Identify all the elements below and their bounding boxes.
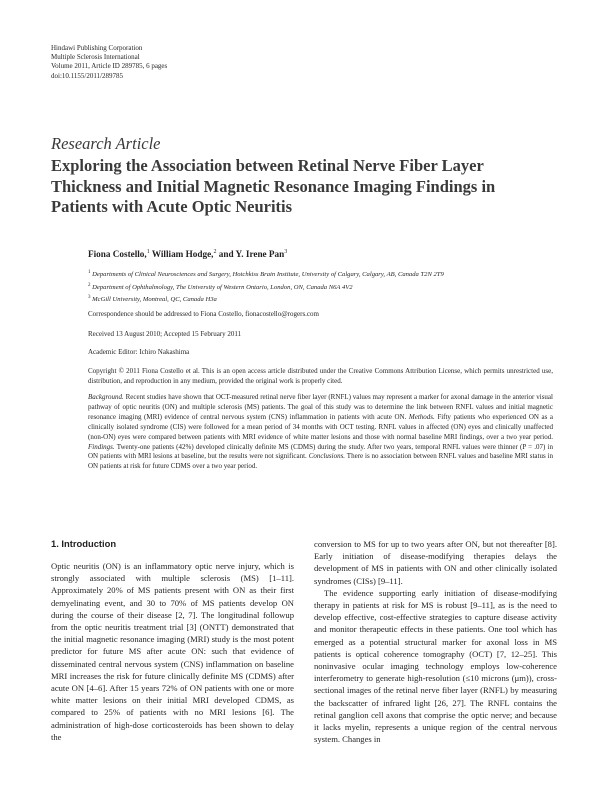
abstract-findings: Twenty-one patients (42%) developed clinically definite MS (CDMS) during the study. After two years, temporal RNFL values were thinner (P = .07) in ON patients with MRI lesions at baseline, but the results were not significant.	[88, 442, 553, 461]
author-name: William Hodge,	[151, 249, 214, 260]
author-name: and Y. Irene Pan	[218, 249, 285, 260]
body-paragraph: Optic neuritis (ON) is an inflammatory optic nerve injury, which is strongly associated with multiple sclerosis (MS) [1–11]. Approximately 20% of MS patients present with ON as their first demyelinating event, and 30 to 70% of MS patients develop ON during the course of their disease [2, 7]. The longitudinal followup from the optic neuritis treatment trial [3] (ONTT) demonstrated that the initial magnetic resonance imaging (MRI) study is the most potent predictor for future MS after acute ON: such that evidence of disseminated central nervous system (CNS) inflammation on baseline MRI increases the risk for future clinically definite MS (CDMS) after acute ON [4–6]. After 15 years 72% of ON patients with one or more white matter lesions on their initial MRI developed CDMS, as compared to 25% of patients with no MRI lesions [6]. The administration of high-dose corticosteroids has been shown to delay the	[51, 561, 294, 742]
abstract-background: Recent studies have shown that OCT-measured retinal nerve fiber layer (RNFL) values may represent a marker for axonal damage in the anterior visual pathway of optic neuritis (ON) and multiple sclerosis (MS) patients. The goal of this study was to determine the link between RNFL values and initial magnetic resonance imaging (MRI) evidence of central nervous system (CNS) inflammation in patients with acute ON.	[88, 393, 553, 421]
doi-text: doi:10.1155/2011/289785	[51, 71, 124, 80]
affiliation-list	[88, 268, 553, 306]
paper-title: Exploring the Association between Retinal Nerve Fiber Layer Thickness and Initial Magnetic Resonance Imaging Findings in Patients with Acute Optic Neuritis	[51, 156, 496, 216]
article-type: Research Article	[51, 134, 161, 153]
academic-editor: Academic Editor: Ichiro Nakashima	[88, 348, 190, 356]
author-affil-marker: 1	[146, 249, 150, 255]
journal-name: Multiple Sclerosis International	[51, 53, 140, 62]
body-column-left	[51, 538, 294, 743]
body-paragraph: The evidence supporting early initiation of disease-modifying therapy in patients at risk for MS is robust [9–11], as is the need to develop effective, cost-effective strategies to capture disease activity and monitor therapeutic effects in these patients. One tool which has emerged as a potential structural marker for axonal loss in MS patients is optical coherence tomography (OCT) [7, 12–25]. This noninvasive ocular imaging technology employs low-coherence interferometry to generate high-resolution (≤10 microns (μm)), cross-sectional images of the retinal nerve fiber layer (RNFL) by measuring the backscatter of infrared light [26, 27]. The RNFL contains the retinal ganglion cell axons that comprise the optic nerve; and because it lacks myelin, represents a unique region of the central nervous system. Changes in	[314, 587, 557, 745]
abstract	[88, 393, 553, 472]
abstract-methods: Fifty patients who experienced ON as a clinically isolated syndrome (CIS) were followed for a mean period of 34 months with OCT testing. RNFL values in affected (ON) eyes and clinically unaffected (non-ON) eyes were compared between patients with MRI evidence of white matter lesions and those with normal baseline MRI findings, over a two year period.	[88, 412, 553, 441]
abstract-findings-label: Findings.	[88, 442, 115, 451]
received-accepted-dates: Received 13 August 2010; Accepted 15 February 2011	[88, 330, 242, 338]
abstract-background-label: Background.	[88, 393, 124, 401]
correspondence-note: Correspondence should be addressed to Fiona Costello, fionacostello@rogers.com	[88, 310, 319, 318]
author-affil-marker: 2	[213, 249, 217, 255]
author-affil-marker: 3	[284, 249, 288, 255]
affiliation-item: $^1$ Departments of Clinical Neurosciences and Surgery, Hotchkiss Brain Institute, University of Calgary, Calgary, AB, Canada T2N 2T9	[88, 270, 444, 279]
volume-info: Volume 2011, Article ID 289785, 6 pages	[51, 62, 168, 71]
body-paragraph: conversion to MS for up to two years after ON, but not thereafter [8]. Early initiation of disease-modifying therapies delays the development of MS in patients with ON and other clinically isolated syndromes (CISs) [9–11].	[314, 539, 557, 586]
author-name: Fiona Costello,	[88, 249, 147, 260]
abstract-conclusions: There is no association between RNFL values and baseline MRI status in ON patients at risk for future CDMS over a two year period.	[88, 452, 553, 471]
copyright-notice: Copyright © 2011 Fiona Costello et al. This is an open access article distributed under the Creative Commons Attribution License, which permits unrestricted use, distribution, and reproduction in any medium, provided the original work is properly cited.	[88, 367, 553, 385]
section-heading: 1. Introduction	[51, 538, 117, 549]
publisher-name: Hindawi Publishing Corporation	[51, 44, 143, 52]
affiliation-item: $^2$ Department of Ophthalmology, The University of Western Ontario, London, ON, Canada N6A 4V2	[88, 282, 353, 291]
author-list	[88, 249, 553, 259]
affiliation-item: $^3$ McGill University, Montreal, QC, Canada H3a	[88, 295, 217, 304]
abstract-methods-label: Methods.	[408, 412, 435, 421]
journal-header	[51, 44, 167, 81]
abstract-conclusions-label: Conclusions.	[308, 452, 346, 461]
body-column-right	[314, 538, 557, 745]
